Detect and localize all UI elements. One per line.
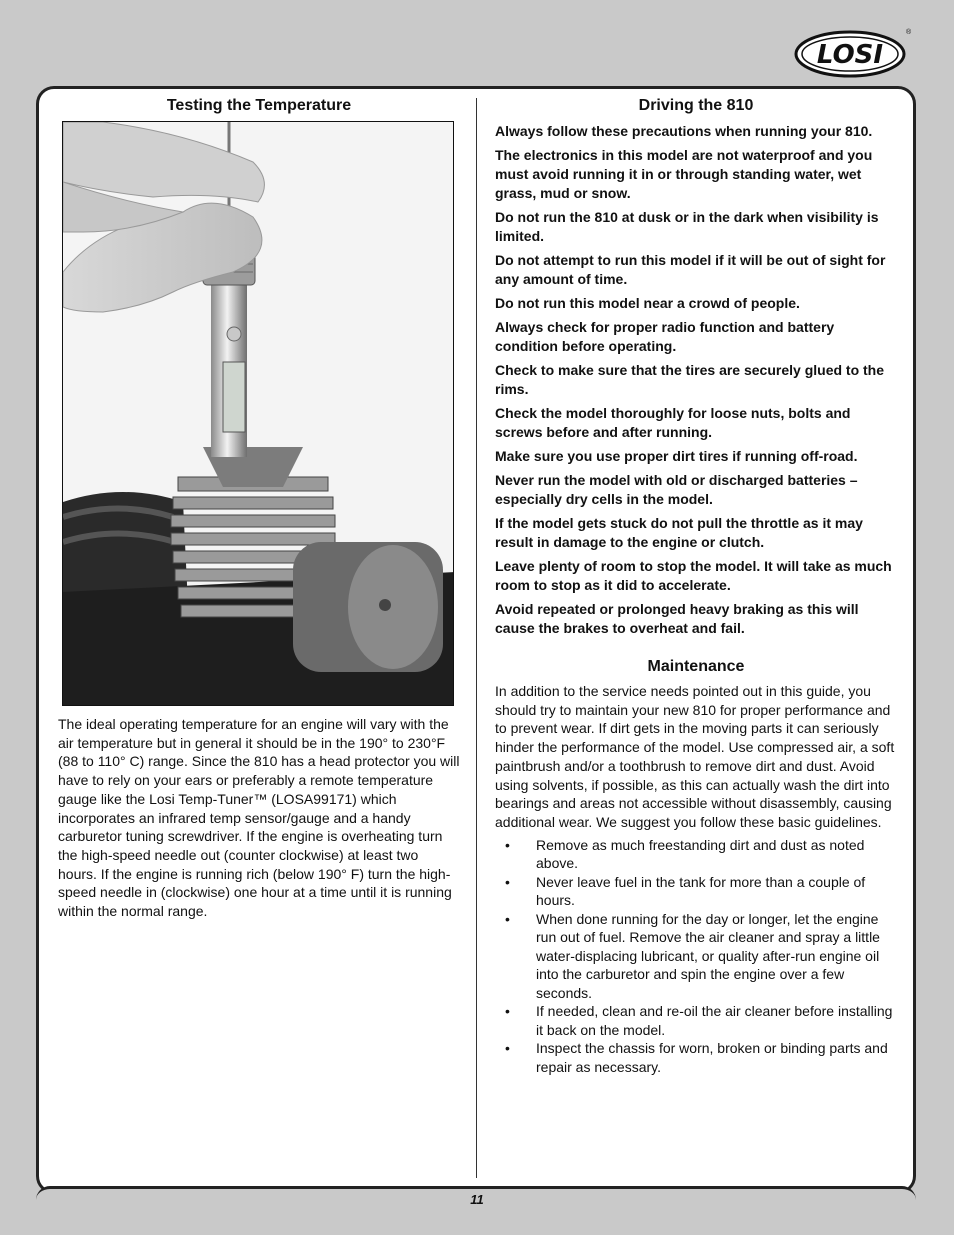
driving-precautions <box>495 122 897 643</box>
precaution-item: Always check for proper radio function and battery condition before operating. <box>495 319 835 354</box>
precaution-item: Do not run this model near a crowd of people. <box>495 295 800 311</box>
column-divider <box>476 98 477 1178</box>
precaution-item: Do not run the 810 at dusk or in the dark when visibility is limited. <box>495 209 879 244</box>
heading-maintenance: Maintenance <box>647 658 745 675</box>
maintenance-list <box>495 836 897 1077</box>
svg-text:®: ® <box>906 29 912 36</box>
list-item: • Never leave fuel in the tank for more than a couple of hours. <box>505 873 866 909</box>
precaution-item: Check to make sure that the tires are securely glued to the rims. <box>495 362 885 397</box>
list-item: • Inspect the chassis for worn, broken or binding parts and repair as necessary. <box>505 1040 888 1075</box>
precaution-item: If the model gets stuck do not pull the throttle as it may result in damage to the engine or clutch. <box>495 515 863 550</box>
losi-logo <box>794 24 912 80</box>
logo-wordmark: LOSI <box>816 40 884 70</box>
precaution-item: Leave plenty of room to stop the model. It will take as much room to stop as it did to accelerate. <box>495 558 892 593</box>
precaution-item: Always follow these precautions when running your 810. <box>495 123 873 139</box>
list-item: • When done running for the day or longer, let the engine run out of fuel. Remove the air cleaner and spray a little water-displacing lubricant, or quality after-run engine oil into the carburetor and spin the engine over a few seconds. <box>505 910 880 1001</box>
heading-driving: Driving the 810 <box>638 97 754 114</box>
maintenance-intro: In addition to the service needs pointed out in this guide, you should try to maintain your new 810 for proper performance and to prevent wear. If dirt gets in the moving parts it can seriously hinder the performance of the model. Use compressed air, a soft paintbrush and/or a toothbrush to remove dirt and dust. Avoid using solvents, if possible, as this can actually wash the dirt into bearings and areas not accessible without disassembly, causing additional wear. We suggest you follow these basic guidelines. <box>495 683 895 830</box>
precaution-item: Make sure you use proper dirt tires if running off-road. <box>495 448 858 464</box>
precaution-item: Do not attempt to run this model if it will be out of sight for any amount of time. <box>495 252 886 287</box>
maintenance-section <box>495 682 897 1076</box>
precaution-item: Avoid repeated or prolonged heavy braking as this will cause the brakes to overheat and fail. <box>495 601 859 636</box>
precaution-item: Never run the model with old or discharged batteries – especially dry cells in the model. <box>495 472 858 507</box>
heading-testing-temperature: Testing the Temperature <box>166 97 352 114</box>
list-item: • Remove as much freestanding dirt and dust as noted above. <box>505 836 865 872</box>
temperature-gauge-photo <box>62 121 454 706</box>
temperature-paragraph: The ideal operating temperature for an engine will vary with the air temperature but in general it should be in the 190° to 230°F (88 to 110° C) range. Since the 810 has a head protector you will have to rely on your ears or preferably a remote temperature gauge like the Losi Temp-Tuner™ (LOSA99171) which incorporates an infrared temp sensor/gauge and a handy carburetor tuning screwdriver. If the engine is overheating turn the high-speed needle out (counter clockwise) at least two hours. If the engine is running rich (below 190° F) turn the high-speed needle in (clockwise) one hour at a time until it is running within the normal range. <box>58 716 460 920</box>
precaution-item: Check the model thoroughly for loose nuts, bolts and screws before and after running. <box>495 405 851 440</box>
precaution-item: The electronics in this model are not waterproof and you must avoid running it in or through standing water, wet grass, mud or snow. <box>495 147 873 201</box>
page-number: 11 <box>470 1192 484 1207</box>
list-item: • If needed, clean and re-oil the air cleaner before installing it back on the model. <box>505 1003 893 1038</box>
